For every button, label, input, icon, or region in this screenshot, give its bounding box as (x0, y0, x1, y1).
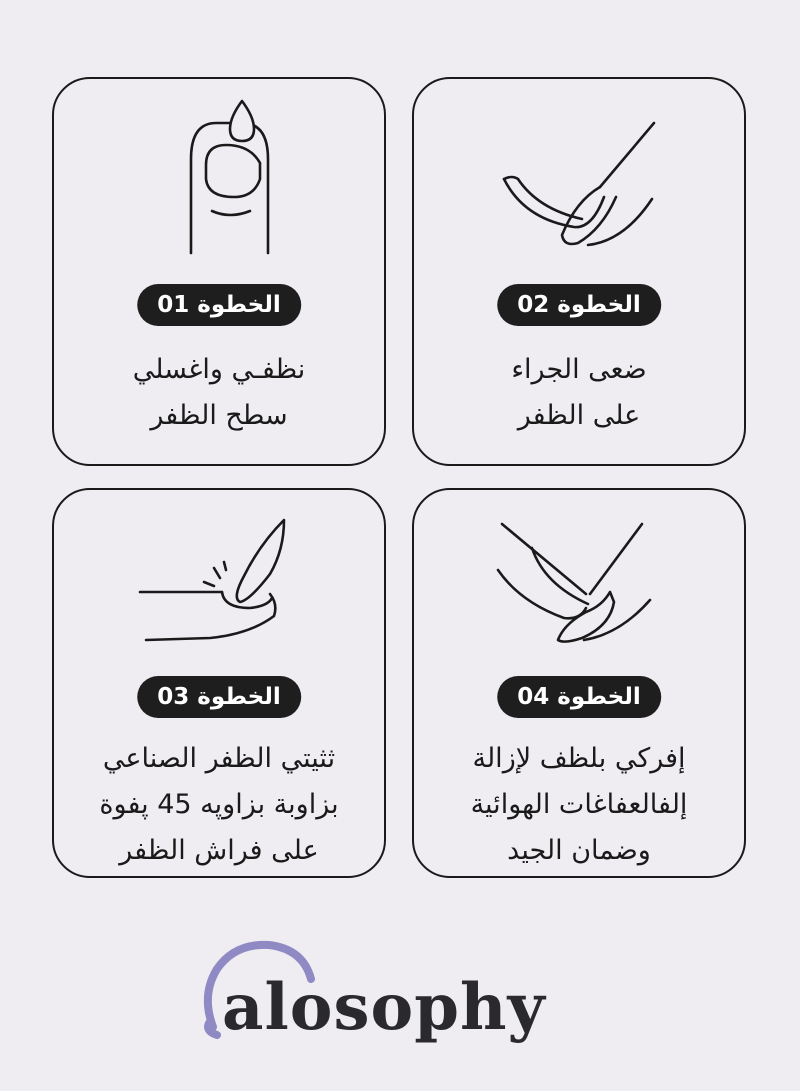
step-description-line: ثثيتي الظفر الصناعي (102, 743, 336, 774)
step-description-line: ضعى الجراء (511, 354, 647, 385)
step-badge: الخطوة 03 (137, 676, 301, 718)
step-description (414, 736, 744, 874)
step-description-line: على فراش الظفر (119, 835, 319, 866)
step-card-04 (412, 488, 746, 878)
finger-nail-drop-icon (54, 79, 388, 319)
step-description (54, 736, 384, 874)
step-badge: الخطوة 04 (497, 676, 661, 718)
step-card-03 (52, 488, 386, 878)
step-description-line: على الظفر (517, 400, 641, 431)
step-description-line: إلفالعفاغات الهوائية (470, 789, 688, 820)
brand-wordmark: alosophy (222, 970, 546, 1045)
step-badge: الخطوة 01 (137, 284, 301, 326)
step-description-line: وضمان الجيد (507, 835, 651, 866)
step-description (54, 347, 384, 439)
step-description-line: بزاوبة بزاوپه 45 پفوة (99, 789, 339, 820)
step-description-line: سطح الظفر (150, 400, 288, 431)
step-description-line: إفركي بلظف لإزالة (472, 743, 686, 774)
step-badge: الخطوة 02 (497, 284, 661, 326)
step-card-02 (412, 77, 746, 466)
step-description-line: نظفـي واغسلي (132, 354, 306, 385)
step-card-01 (52, 77, 386, 466)
step-description (414, 347, 744, 439)
nail-tip-apply-icon (414, 79, 748, 319)
